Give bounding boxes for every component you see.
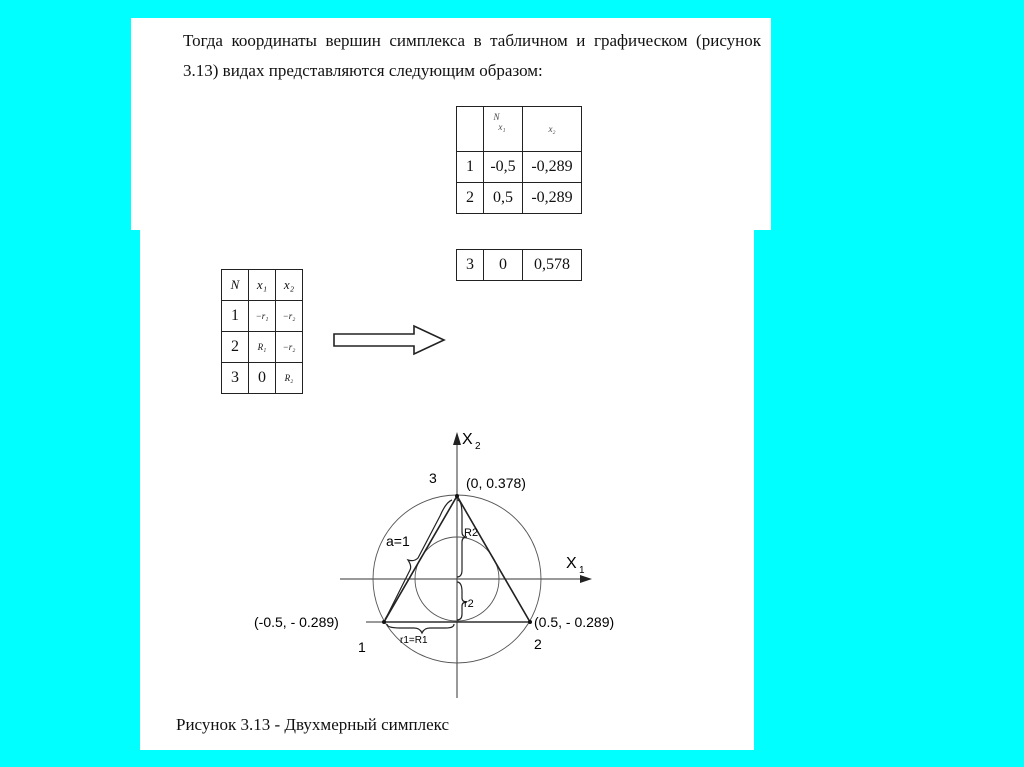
table-header-row — [457, 107, 582, 152]
row-number: 3 — [457, 250, 484, 281]
header-x2-cell: x₂ — [523, 107, 582, 152]
table-row — [457, 183, 582, 214]
x2-symbol: −r₂ — [276, 332, 303, 363]
x2-arrowhead-icon — [453, 432, 461, 445]
vertex-2-point — [528, 620, 532, 624]
table-row — [222, 363, 303, 394]
intro-paragraph: Тогда координаты вершин симплекса в табличном и графическом (рисунок 3.13) видах представляются следующим образом: — [183, 31, 761, 80]
x1-symbol: 0 — [249, 363, 276, 394]
coordinates-table-continued — [456, 249, 582, 281]
row-number: 3 — [222, 363, 249, 394]
x1-value: -0,5 — [484, 152, 523, 183]
x1-arrowhead-icon — [580, 575, 592, 583]
R2-label: R2 — [464, 527, 479, 539]
x1-axis-subscript: 1 — [579, 565, 585, 576]
header-x1-cell — [484, 107, 523, 152]
table-row — [222, 301, 303, 332]
x2-axis-label: X — [462, 431, 473, 448]
vertex-2-label: 2 — [534, 636, 542, 652]
header-n-cell — [457, 107, 484, 152]
vertex-2-coords: (0.5, - 0.289) — [534, 614, 615, 630]
x2-value: -0,289 — [523, 152, 582, 183]
x1-symbol: R₁ — [249, 332, 276, 363]
table-row — [222, 332, 303, 363]
x2-symbol: −r₂ — [276, 301, 303, 332]
table-row — [457, 152, 582, 183]
vertex-1-label: 1 — [358, 639, 366, 655]
header-n: N — [222, 270, 249, 301]
x1-axis-label: X — [566, 555, 577, 572]
table-header-row — [222, 270, 303, 301]
vertex-1-point — [382, 620, 386, 624]
x1-value: 0,5 — [484, 183, 523, 214]
coordinates-table — [456, 106, 582, 214]
row-number: 1 — [222, 301, 249, 332]
header-n-label: N — [493, 112, 500, 122]
table-row — [457, 250, 582, 281]
side-length-label: a=1 — [386, 533, 410, 549]
vertex-3-coords: (0, 0.378) — [466, 475, 526, 491]
header-x1: x₁ — [249, 270, 276, 301]
r2-label: r2 — [464, 598, 474, 610]
x2-symbol: R₂ — [276, 363, 303, 394]
r1-R1-label: r1=R1 — [400, 635, 428, 646]
x2-axis-subscript: 2 — [475, 441, 481, 452]
row-number: 2 — [457, 183, 484, 214]
header-x2: x₂ — [276, 270, 303, 301]
r1-brace — [387, 624, 454, 633]
x1-symbol: −r₁ — [249, 301, 276, 332]
simplex-diagram — [240, 420, 660, 705]
x2-value: -0,289 — [523, 183, 582, 214]
row-number: 1 — [457, 152, 484, 183]
symbolic-table — [221, 269, 303, 394]
row-number: 2 — [222, 332, 249, 363]
x1-value: 0 — [484, 250, 523, 281]
vertex-3-point — [455, 494, 459, 498]
figure-caption: Рисунок 3.13 - Двухмерный симплекс — [176, 715, 450, 734]
vertex-1-coords: (-0.5, - 0.289) — [254, 614, 339, 630]
header-x1-label: x₁ — [498, 122, 506, 132]
side-brace — [385, 500, 452, 619]
vertex-3-label: 3 — [429, 470, 437, 486]
x2-value: 0,578 — [523, 250, 582, 281]
right-arrow-icon — [332, 324, 448, 356]
